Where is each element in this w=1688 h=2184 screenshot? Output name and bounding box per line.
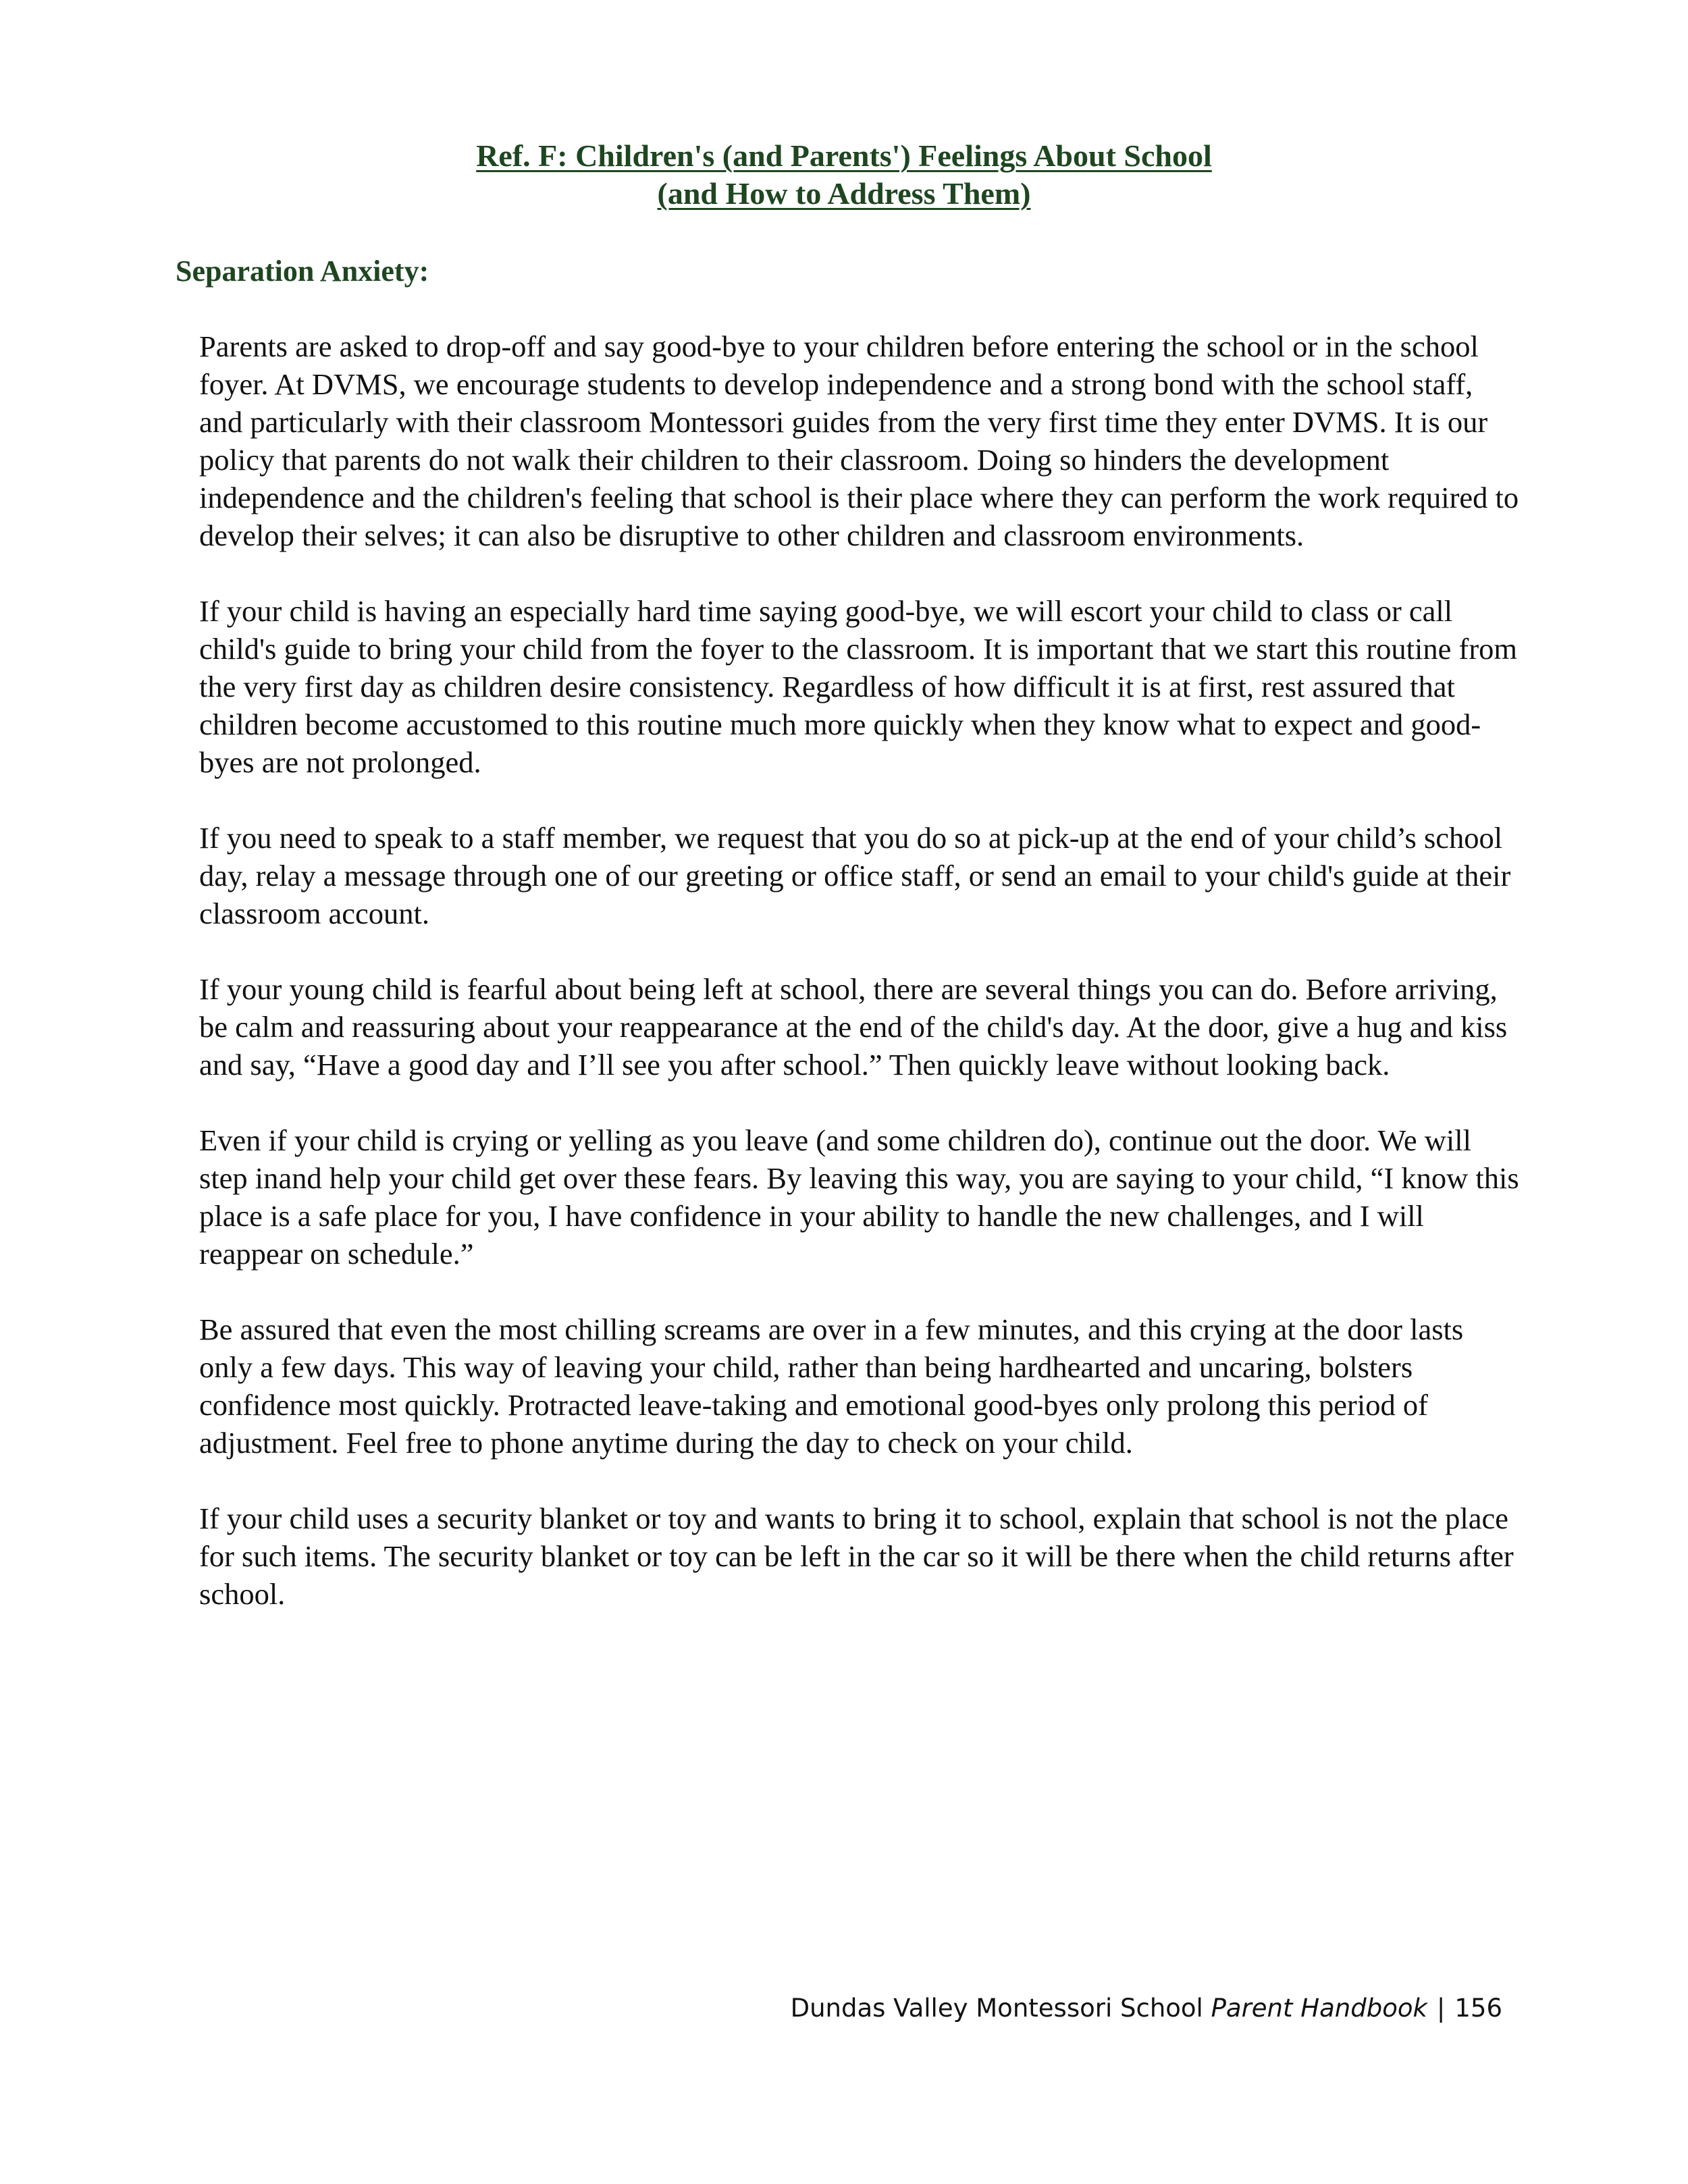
footer-school-name: Dundas Valley Montessori School xyxy=(790,1994,1203,2023)
document-body xyxy=(199,327,1523,1651)
paragraph-reassurance: Be assured that even the most chilling screams are over in a few minutes, and this crying at the door lasts only a few days. This way of leaving your child, rather than being hardhearted and uncaring, bolsters confidence most quickly. Protracted leave-taking and emotional good-byes only prolong this period of adjustment. Feel free to phone anytime during the day to check on your child. xyxy=(199,1312,1464,1460)
footer-page-number: 156 xyxy=(1454,1994,1502,2023)
paragraph-security-blanket: If your child uses a security blanket or toy and wants to bring it to school, explain that school is not the place for such items. The security blanket or toy can be left in the car so it will be there when the child returns after school. xyxy=(199,1501,1514,1611)
paragraph-fearful-child: If your young child is fearful about being left at school, there are several things you can do. Before arriving, be calm and reassuring about your reappearance at the end of the child's day. At the door, give a hug and kiss and say, “Have a good day and I’ll see you after school.” Then quickly leave without looking back. xyxy=(199,972,1508,1082)
page-title xyxy=(0,137,1688,213)
paragraph-crying-child: Even if your child is crying or yelling as you leave (and some children do), continue out the door. We will step inand help your child get over these fears. By leaving this way, you are saying to your child, “I know this place is a safe place for you, I have confidence in your ability to handle the new challenges, and I will reappear on schedule.” xyxy=(199,1123,1519,1271)
section-heading: Separation Anxiety: xyxy=(176,255,429,288)
footer-handbook-title: Parent Handbook xyxy=(1211,1994,1427,2023)
page-footer xyxy=(791,1993,1502,2024)
footer-separator: | xyxy=(1436,1994,1446,2023)
paragraph-dropoff-policy: Parents are asked to drop-off and say good-bye to your children before entering the school or in the school foyer. At DVMS, we encourage students to develop independence and a strong bond with the school staff, and particularly with their classroom Montessori guides from the very first time they enter DVMS. It is our policy that parents do not walk their children to their classroom. Doing so hinders the development independence and the children's feeling that school is their place where they can perform the work required to develop their selves; it can also be disruptive to other children and classroom environments. xyxy=(199,329,1519,552)
paragraph-contact-staff: If you need to speak to a staff member, we request that you do so at pick-up at the end of your child’s school day, relay a message through one of our greeting or office staff, or send an email to your child's guide at their classroom account. xyxy=(199,821,1511,930)
page-title-line-1: Ref. F: Children's (and Parents') Feelings About School xyxy=(476,138,1212,173)
page-title-line-2: (and How to Address Them) xyxy=(657,176,1031,211)
paragraph-hard-goodbye: If your child is having an especially hard time saying good-bye, we will escort your child to class or call child's guide to bring your child from the foyer to the classroom. It is important that we start this routine from the very first day as children desire consistency. Regardless of how difficult it is at first, rest assured that children become accustomed to this routine much more quickly when they know what to expect and good-byes are not prolonged. xyxy=(199,594,1518,779)
